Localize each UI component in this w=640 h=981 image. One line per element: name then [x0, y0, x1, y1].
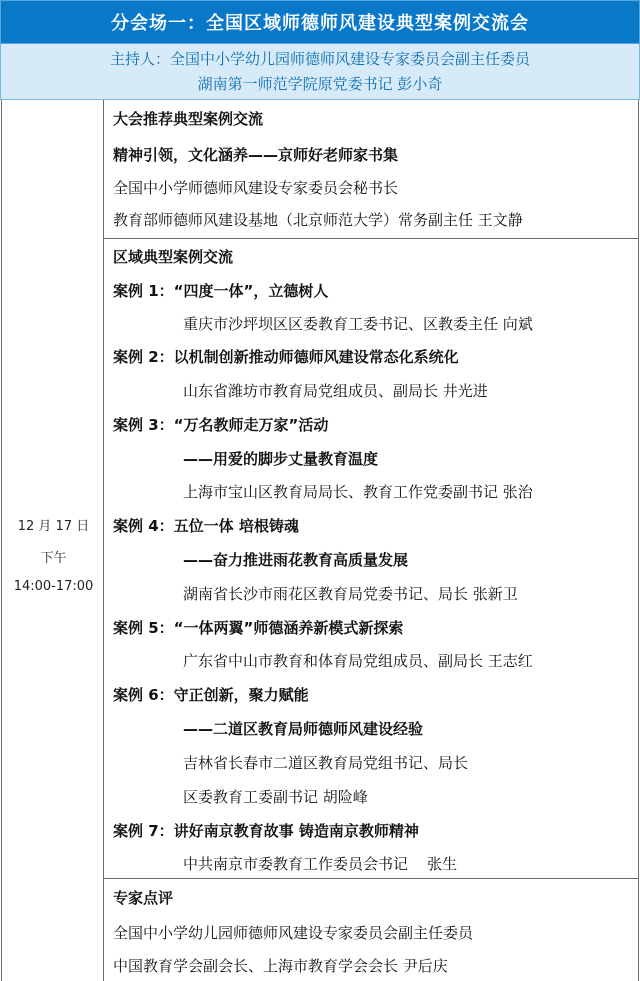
case-subtitle: ——二道区教育局师德师风建设经验 — [183, 720, 424, 738]
case-title: 守正创新，聚力赋能 — [173, 686, 309, 704]
case-speaker: 山东省潍坊市教育局党组成员、副局长 井光进 — [183, 382, 488, 400]
case-speaker: 区委教育工委副书记 胡险峰 — [183, 788, 368, 806]
section-heading-expert-review: 专家点评 — [113, 889, 174, 907]
case-speaker: 广东省中山市教育和体育局党组成员、副局长 王志红 — [183, 652, 533, 670]
section-heading-regional: 区域典型案例交流 — [113, 248, 234, 266]
case-speaker: 湖南省长沙市雨花区教育局党委书记、局长 张新卫 — [183, 585, 518, 603]
case-2 — [113, 346, 459, 367]
case-label: 案例 6： — [113, 686, 174, 704]
expert-title: 全国中小学幼儿园师德师风建设专家委员会副主任委员 — [113, 924, 474, 942]
section-heading-recommended: 大会推荐典型案例交流 — [113, 110, 264, 128]
case-7 — [113, 820, 419, 841]
session-hours: 14:00-17:00 — [13, 579, 94, 594]
case-1 — [113, 280, 328, 301]
time-column — [1, 100, 104, 981]
host-line-1: 主持人：全国中小学幼儿园师德师风建设专家委员会副主任委员 — [109, 50, 530, 68]
session-date: 12 月 17 日 — [17, 519, 90, 534]
section-divider — [104, 238, 639, 239]
case-topic: 精神引领，文化涵养——京师好老师家书集 — [113, 146, 399, 164]
session-period: 下午 — [40, 551, 67, 566]
case-title: 五位一体 培根铸魂 — [173, 517, 299, 535]
case-label: 案例 1： — [113, 282, 174, 300]
case-4 — [113, 515, 299, 536]
case-speaker: 重庆市沙坪坝区区委教育工委书记、区教委主任 向斌 — [183, 315, 533, 333]
case-title: 讲好南京教育故事 铸造南京教师精神 — [173, 822, 419, 840]
case-label: 案例 4： — [113, 517, 174, 535]
case-subtitle: ——用爱的脚步丈量教育温度 — [183, 450, 379, 468]
case-title: “一体两翼”师德涵养新模式新探索 — [173, 619, 404, 637]
case-5 — [113, 617, 403, 638]
speaker-title: 全国中小学师德师风建设专家委员会秘书长 — [113, 179, 399, 197]
case-speaker: 中共南京市委教育工作委员会书记 张生 — [183, 855, 458, 873]
case-subtitle: ——奋力推进雨花教育高质量发展 — [183, 551, 409, 569]
section-divider — [104, 878, 639, 879]
case-label: 案例 5： — [113, 619, 174, 637]
table-right-border — [638, 100, 639, 981]
expert-title: 中国教育学会副会长、上海市教育学会会长 尹后庆 — [113, 957, 448, 975]
case-label: 案例 3： — [113, 416, 174, 434]
speaker-title: 教育部师德师风建设基地（北京师范大学）常务副主任 王文静 — [113, 211, 523, 229]
case-label: 案例 7： — [113, 822, 174, 840]
case-speaker: 上海市宝山区教育局局长、教育工作党委副书记 张治 — [183, 483, 533, 501]
case-label: 案例 2： — [113, 348, 174, 366]
session-title: 分会场一：全国区域师德师风建设典型案例交流会 — [0, 0, 640, 44]
case-title: “四度一体”，立德树人 — [173, 282, 329, 300]
host-line-2: 湖南第一师范学院原党委书记 彭小奇 — [197, 75, 443, 93]
case-6 — [113, 684, 309, 705]
case-title: 以机制创新推动师德师风建设常态化系统化 — [173, 348, 459, 366]
case-speaker: 吉林省长春市二道区教育局党组书记、局长 — [183, 754, 469, 772]
host-info — [0, 44, 640, 100]
case-title: “万名教师走万家”活动 — [173, 416, 329, 434]
case-3 — [113, 414, 328, 435]
